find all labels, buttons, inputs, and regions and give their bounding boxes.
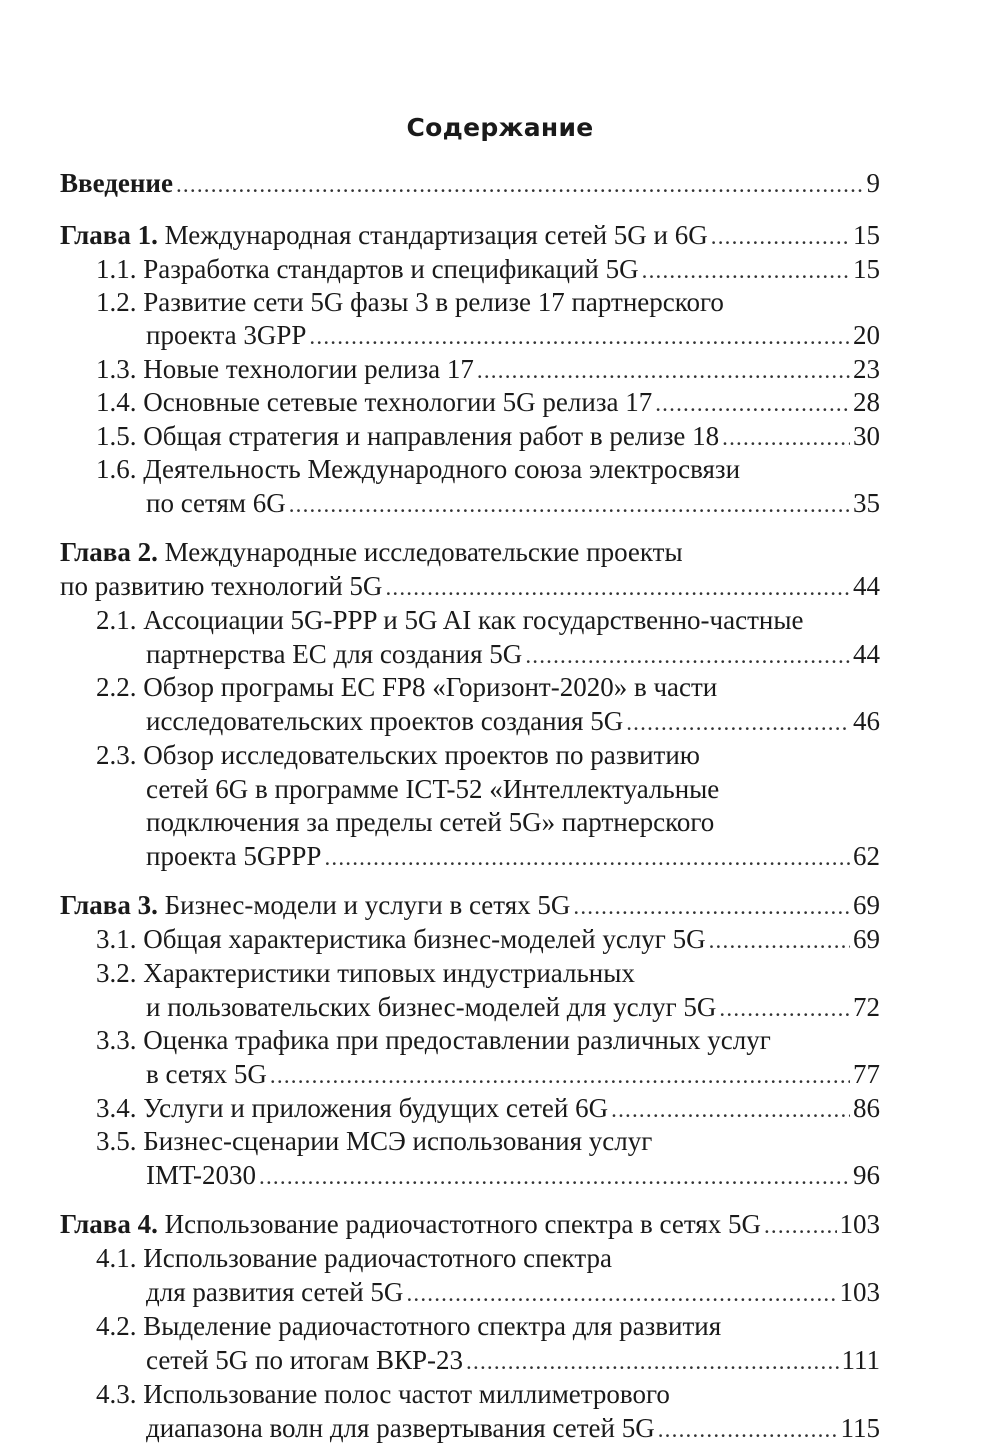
toc-entry-text (146, 1411, 655, 1445)
toc-entry-title: и пользовательских бизнес-моделей для услуг 5G (146, 992, 717, 1022)
toc-entry-text (146, 704, 623, 738)
page-number: 72 (853, 992, 880, 1022)
page-number: 69 (853, 924, 880, 954)
toc-entry-title: по развитию технологий 5G (60, 571, 383, 601)
dot-leader (176, 168, 864, 202)
toc-entry (96, 252, 880, 286)
page-number: 103 (839, 1209, 880, 1239)
page-title: Содержание (406, 113, 594, 142)
toc-entry-title: сетей 6G в программе ICT-52 «Интеллектуальные (146, 774, 720, 804)
dot-leader (658, 1413, 838, 1447)
toc-entry-title: проекта 5GPPP (146, 841, 322, 871)
toc-entry-title: 3.2. Характеристики типовых индустриальных (96, 958, 635, 988)
toc-entry (96, 956, 635, 990)
toc-entry (146, 704, 880, 738)
toc-entry (96, 670, 717, 704)
toc-entry (146, 1411, 880, 1445)
toc-entry-text (60, 218, 708, 252)
toc-entry (146, 1275, 880, 1309)
page-number: 20 (853, 320, 880, 350)
toc-entry-title: 3.3. Оценка трафика при предоставлении различных услуг (96, 1025, 771, 1055)
toc-entry-text (96, 1243, 612, 1273)
dot-leader (270, 1059, 850, 1093)
page-number: 77 (853, 1059, 880, 1089)
toc-entry-title: 1.2. Развитие сети 5G фазы 3 в релизе 17 партнерского (96, 287, 724, 317)
toc-entry (96, 419, 880, 453)
toc-entry-title: 1.5. Общая стратегия и направления работ в релизе 18 (96, 421, 720, 451)
toc-entry-title: 1.3. Новые технологии релиза 17 (96, 354, 474, 384)
chapter-label: Глава 2. (60, 537, 158, 567)
toc-entry-title: Международная стандартизация сетей 5G и 6G (157, 220, 708, 250)
toc-entry-title: Бизнес-модели и услуги в сетях 5G (157, 890, 571, 920)
dot-leader (709, 924, 850, 958)
toc-entry-title: сетей 5G по итогам ВКР-23 (146, 1345, 464, 1375)
page-number: 9 (866, 168, 880, 198)
page-number: 28 (853, 387, 880, 417)
toc-entry (96, 1023, 771, 1057)
toc-entry-text (96, 1126, 652, 1156)
toc-entry-text (146, 637, 522, 671)
chapter-label: Глава 3. (60, 890, 158, 920)
dot-leader (764, 1209, 837, 1243)
dot-leader (477, 354, 850, 388)
toc-entry-text (60, 1207, 761, 1241)
toc-entry-title: по сетям 6G (146, 488, 286, 518)
toc-entry-text (96, 1311, 721, 1341)
toc-entry-title: 2.3. Обзор исследовательских проектов по развитию (96, 740, 700, 770)
toc-entry-title: 1.4. Основные сетевые технологии 5G релиза 17 (96, 387, 653, 417)
dot-leader (611, 1093, 850, 1127)
toc-entry-title: 2.2. Обзор програмы ЕС FP8 «Горизонт-2020» в части (96, 672, 718, 702)
dot-leader (289, 488, 850, 522)
toc-entry-text (146, 1057, 267, 1091)
toc-entry (96, 385, 880, 419)
toc-entry-text (96, 1379, 670, 1409)
toc-entry-text (96, 352, 474, 386)
toc-entry-text (96, 1025, 771, 1055)
toc-entry-text (146, 807, 714, 837)
page-number: 96 (853, 1160, 880, 1190)
toc-entry (96, 603, 803, 637)
toc-entry-text (146, 1343, 463, 1377)
toc-entry-title: проекта 3GPP (146, 320, 307, 350)
dot-leader (655, 387, 850, 421)
toc-entry (60, 166, 880, 200)
toc-entry-text (146, 1158, 256, 1192)
toc-entry-title: 3.5. Бизнес-сценарии МСЭ использования услуг (96, 1126, 653, 1156)
dot-leader (642, 254, 850, 288)
toc-entry-title: подключения за пределы сетей 5G» партнерского (146, 807, 715, 837)
toc-entry-title: 1.6. Деятельность Международного союза электросвязи (96, 454, 741, 484)
page-number: 111 (841, 1345, 880, 1375)
toc-entry (60, 569, 880, 603)
toc-entry-text (60, 537, 683, 567)
toc-entry (60, 1207, 880, 1241)
dot-leader (719, 992, 850, 1026)
dot-leader (573, 890, 850, 924)
dot-leader (406, 1277, 836, 1311)
dot-leader (525, 639, 850, 673)
dot-leader (385, 571, 850, 605)
toc-entry (96, 1241, 612, 1275)
toc-entry-title: 3.4. Услуги и приложения будущих сетей 6G (96, 1093, 609, 1123)
toc-entry-text (60, 166, 173, 200)
toc-entry-title: IMT-2030 (146, 1160, 257, 1190)
page-number: 30 (853, 421, 880, 451)
toc-entry (96, 1124, 652, 1158)
toc-entry (96, 1309, 721, 1343)
toc-entry-text (146, 1275, 403, 1309)
page-number: 44 (853, 571, 880, 601)
toc-entry-text (96, 922, 706, 956)
toc-entry (96, 1091, 880, 1125)
page-number: 46 (853, 706, 880, 736)
toc-entry-text (96, 419, 719, 453)
page-number: 23 (853, 354, 880, 384)
toc-entry (96, 1377, 670, 1411)
dot-leader (711, 220, 850, 254)
toc-entry (146, 1057, 880, 1091)
toc-entry-title: 1.1. Разработка стандартов и спецификаций 5G (96, 254, 639, 284)
toc-entry-title: диапазона волн для развертывания сетей 5G (146, 1413, 655, 1443)
toc-entry-title: 4.3. Использование полос частот миллиметрового (96, 1379, 670, 1409)
page-number: 103 (839, 1277, 880, 1307)
toc-entry (146, 1343, 880, 1377)
toc-entry-title: 3.1. Общая характеристика бизнес-моделей услуг 5G (96, 924, 706, 954)
toc-entry-text (96, 287, 724, 317)
toc-entry-text (96, 672, 717, 702)
page-number: 115 (840, 1413, 880, 1443)
toc-entry-text (60, 888, 570, 922)
page-number: 15 (853, 220, 880, 250)
toc-entry-title: в сетях 5G (146, 1059, 267, 1089)
dot-leader (259, 1160, 850, 1194)
toc-entry (146, 990, 880, 1024)
page-number: 35 (853, 488, 880, 518)
toc-entry (96, 352, 880, 386)
dot-leader (309, 320, 850, 354)
toc-entry (146, 839, 880, 873)
dot-leader (626, 706, 850, 740)
toc-entry (146, 1158, 880, 1192)
toc-entry-text (96, 252, 639, 286)
toc-entry-title: для развития сетей 5G (146, 1277, 404, 1307)
page-number: 62 (853, 841, 880, 871)
page-number: 69 (853, 890, 880, 920)
toc-entry (96, 738, 700, 772)
toc-entry-title: 2.1. Ассоциации 5G-PPP и 5G AI как государственно-частные (96, 605, 804, 635)
toc-entry (146, 772, 719, 806)
toc-entry-text (96, 605, 803, 635)
toc-entry-text (60, 569, 382, 603)
toc-entry-text (96, 958, 635, 988)
toc-entry-title: 4.1. Использование радиочастотного спектра (96, 1243, 612, 1273)
toc-entry (96, 285, 724, 319)
toc-entry (96, 452, 740, 486)
dot-leader (722, 421, 850, 455)
dot-leader (324, 841, 850, 875)
toc-entry-title: 4.2. Выделение радиочастотного спектра для развития (96, 1311, 722, 1341)
page-number: 86 (853, 1093, 880, 1123)
toc-entry-text (96, 385, 652, 419)
page-number: 44 (853, 639, 880, 669)
toc-entry-text (146, 486, 286, 520)
chapter-label: Глава 1. (60, 220, 158, 250)
chapter-label: Глава 4. (60, 1209, 158, 1239)
toc-entry-text (146, 990, 716, 1024)
toc-entry (60, 888, 880, 922)
toc-entry (146, 318, 880, 352)
toc-entry (146, 486, 880, 520)
toc-entry-text (96, 1091, 608, 1125)
toc-entry-title: исследовательских проектов создания 5G (146, 706, 624, 736)
page-number: 15 (853, 254, 880, 284)
toc-entry-title: Использование радиочастотного спектра в сетях 5G (157, 1209, 761, 1239)
toc-entry-title: партнерства ЕС для создания 5G (146, 639, 523, 669)
toc-entry-title: Международные исследовательские проекты (157, 537, 683, 567)
toc-entry (146, 637, 880, 671)
toc-entry-text (96, 454, 740, 484)
toc-entry-text (146, 839, 321, 873)
dot-leader (466, 1345, 838, 1379)
toc-entry (96, 922, 880, 956)
toc-entry (146, 805, 714, 839)
toc-entry-text (96, 740, 700, 770)
chapter-label: Введение (60, 168, 173, 198)
toc-entry-text (146, 774, 719, 804)
toc-entry (60, 218, 880, 252)
toc-entry-text (146, 318, 306, 352)
toc-entry (60, 535, 683, 569)
